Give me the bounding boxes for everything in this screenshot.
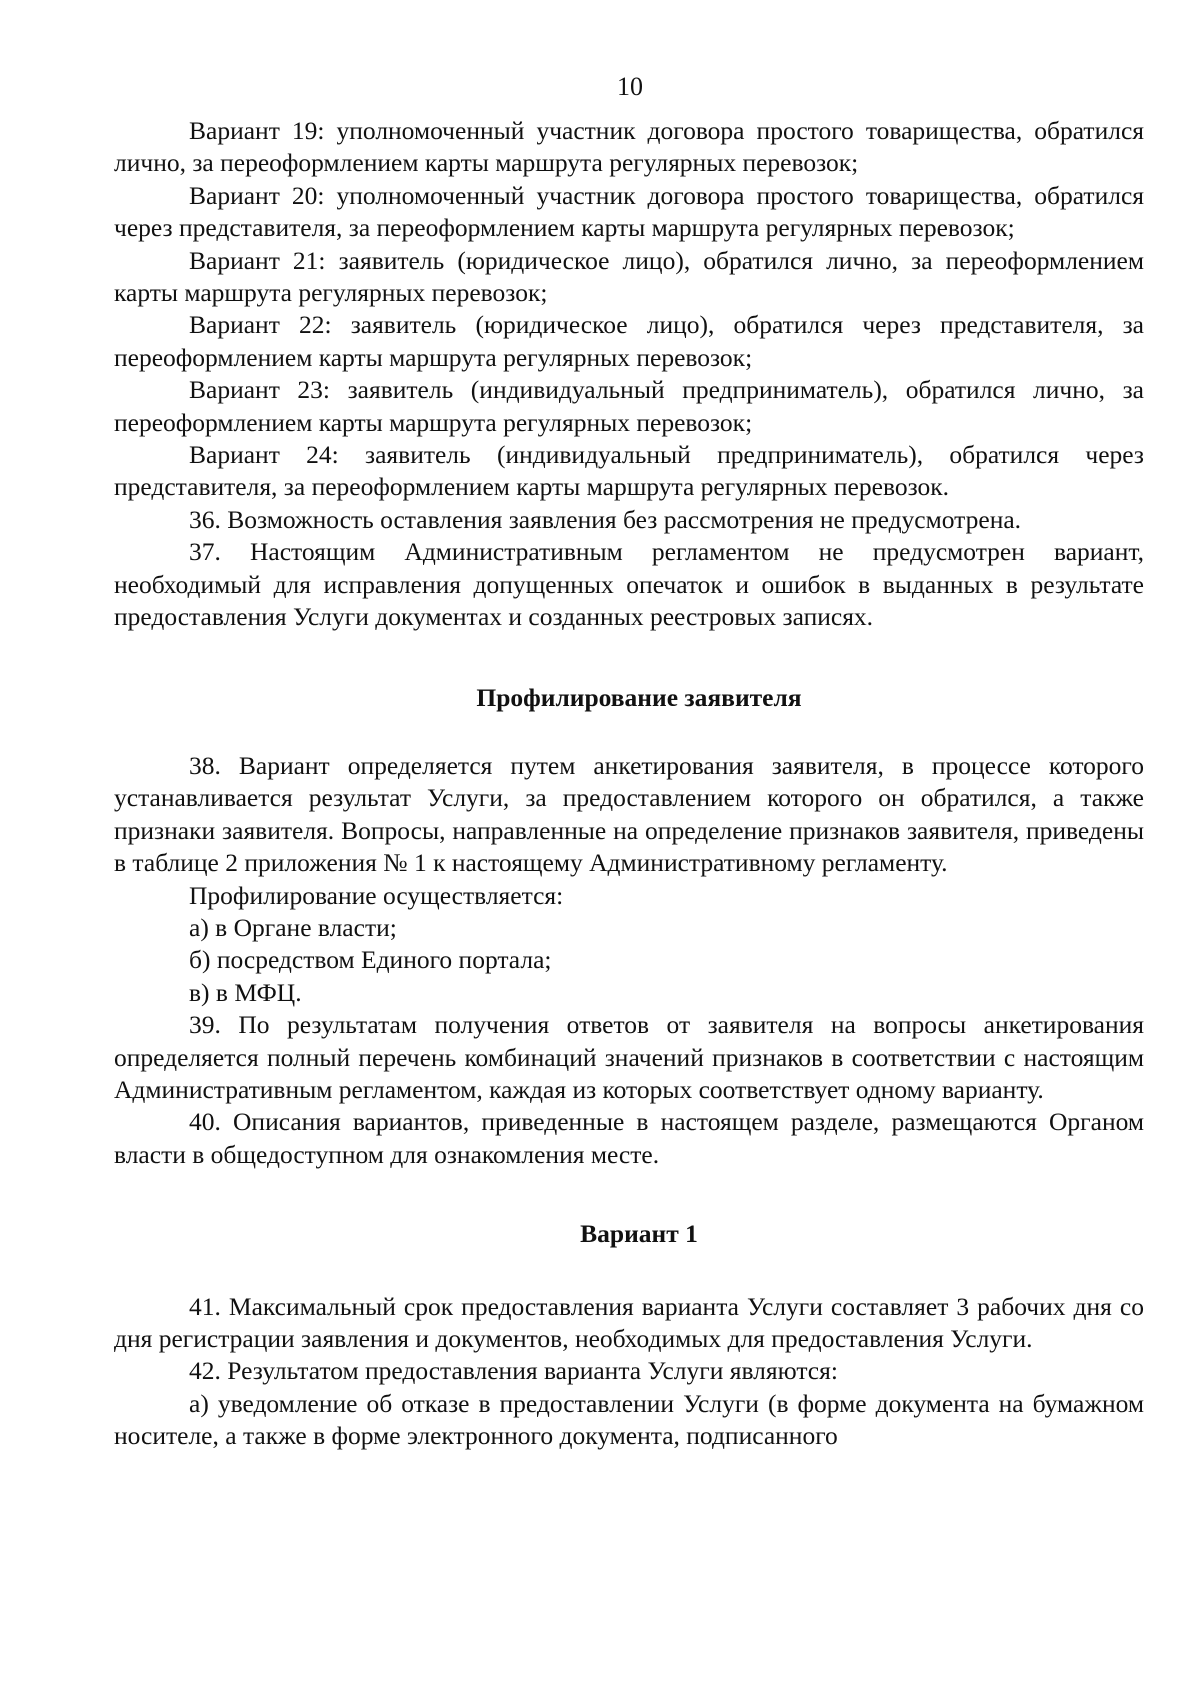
page-number: 10 — [617, 72, 643, 101]
paragraph-variant-19: Вариант 19: уполномоченный участник договора простого товарищества, обратился лично, за переоформлением карты маршрута регулярных перевозок; — [114, 116, 1144, 178]
heading-variant-1: Вариант 1 — [580, 1219, 698, 1249]
paragraph-42: 42. Результатом предоставления варианта Услуги являются: — [189, 1356, 838, 1386]
paragraph-37: 37. Настоящим Административным регламентом не предусмотрен вариант, необходимый для исправления допущенных опечаток и ошибок в выданных в результате предоставления Услуги документах и созданных реестровых записях. — [114, 537, 1144, 632]
list-item-b: б) посредством Единого портала; — [189, 945, 552, 975]
list-item-a: а) в Органе власти; — [189, 912, 397, 942]
paragraph-variant-21: Вариант 21: заявитель (юридическое лицо), обратился лично, за переоформлением карты маршрута регулярных перевозок; — [114, 245, 1144, 308]
list-item-v: в) в МФЦ. — [189, 977, 302, 1007]
paragraph-variant-20: Вариант 20: уполномоченный участник договора простого товарищества, обратился через представителя, за переоформлением карты маршрута регулярных перевозок; — [114, 180, 1144, 243]
paragraph-42-a: а) уведомление об отказе в предоставлении Услуги (в форме документа на бумажном носителе, а также в форме электронного документа, подписанного — [114, 1388, 1144, 1451]
heading-profiling: Профилирование заявителя — [476, 682, 802, 712]
paragraph-variant-23: Вариант 23: заявитель (индивидуальный предприниматель), обратился лично, за переоформлением карты маршрута регулярных перевозок; — [114, 375, 1144, 437]
profiling-intro: Профилирование осуществляется: — [189, 880, 564, 910]
paragraph-39: 39. По результатам получения ответов от заявителя на вопросы анкетирования определяется полный перечень комбинаций значений признаков в соответствии с настоящим Административным регламентом, каждая из которых соответствует одному варианту. — [114, 1010, 1144, 1104]
section-variants-list — [114, 115, 1144, 1453]
paragraph-41: 41. Максимальный срок предоставления варианта Услуги составляет 3 рабочих дня со дня регистрации заявления и документов, необходимых для предоставления Услуги. — [114, 1291, 1144, 1353]
paragraph-variant-24: Вариант 24: заявитель (индивидуальный предприниматель), обратился через представителя, за переоформлением карты маршрута регулярных перевозок. — [114, 440, 1144, 502]
paragraph-36: 36. Возможность оставления заявления без рассмотрения не предусмотрена. — [189, 504, 1022, 534]
paragraph-38: 38. Вариант определяется путем анкетирования заявителя, в процессе которого устанавливается результат Услуги, за предоставлением которого он обратился, а также признаки заявителя. Вопросы, направленные на определение признаков заявителя, приведены в таблице 2 приложения № 1 к настоящему Административному регламенту. — [114, 750, 1144, 878]
paragraph-40: 40. Описания вариантов, приведенные в настоящем разделе, размещаются Органом власти в общедоступном для ознакомления месте. — [114, 1107, 1144, 1169]
paragraph-variant-22: Вариант 22: заявитель (юридическое лицо), обратился через представителя, за переоформлением карты маршрута регулярных перевозок; — [114, 310, 1144, 372]
